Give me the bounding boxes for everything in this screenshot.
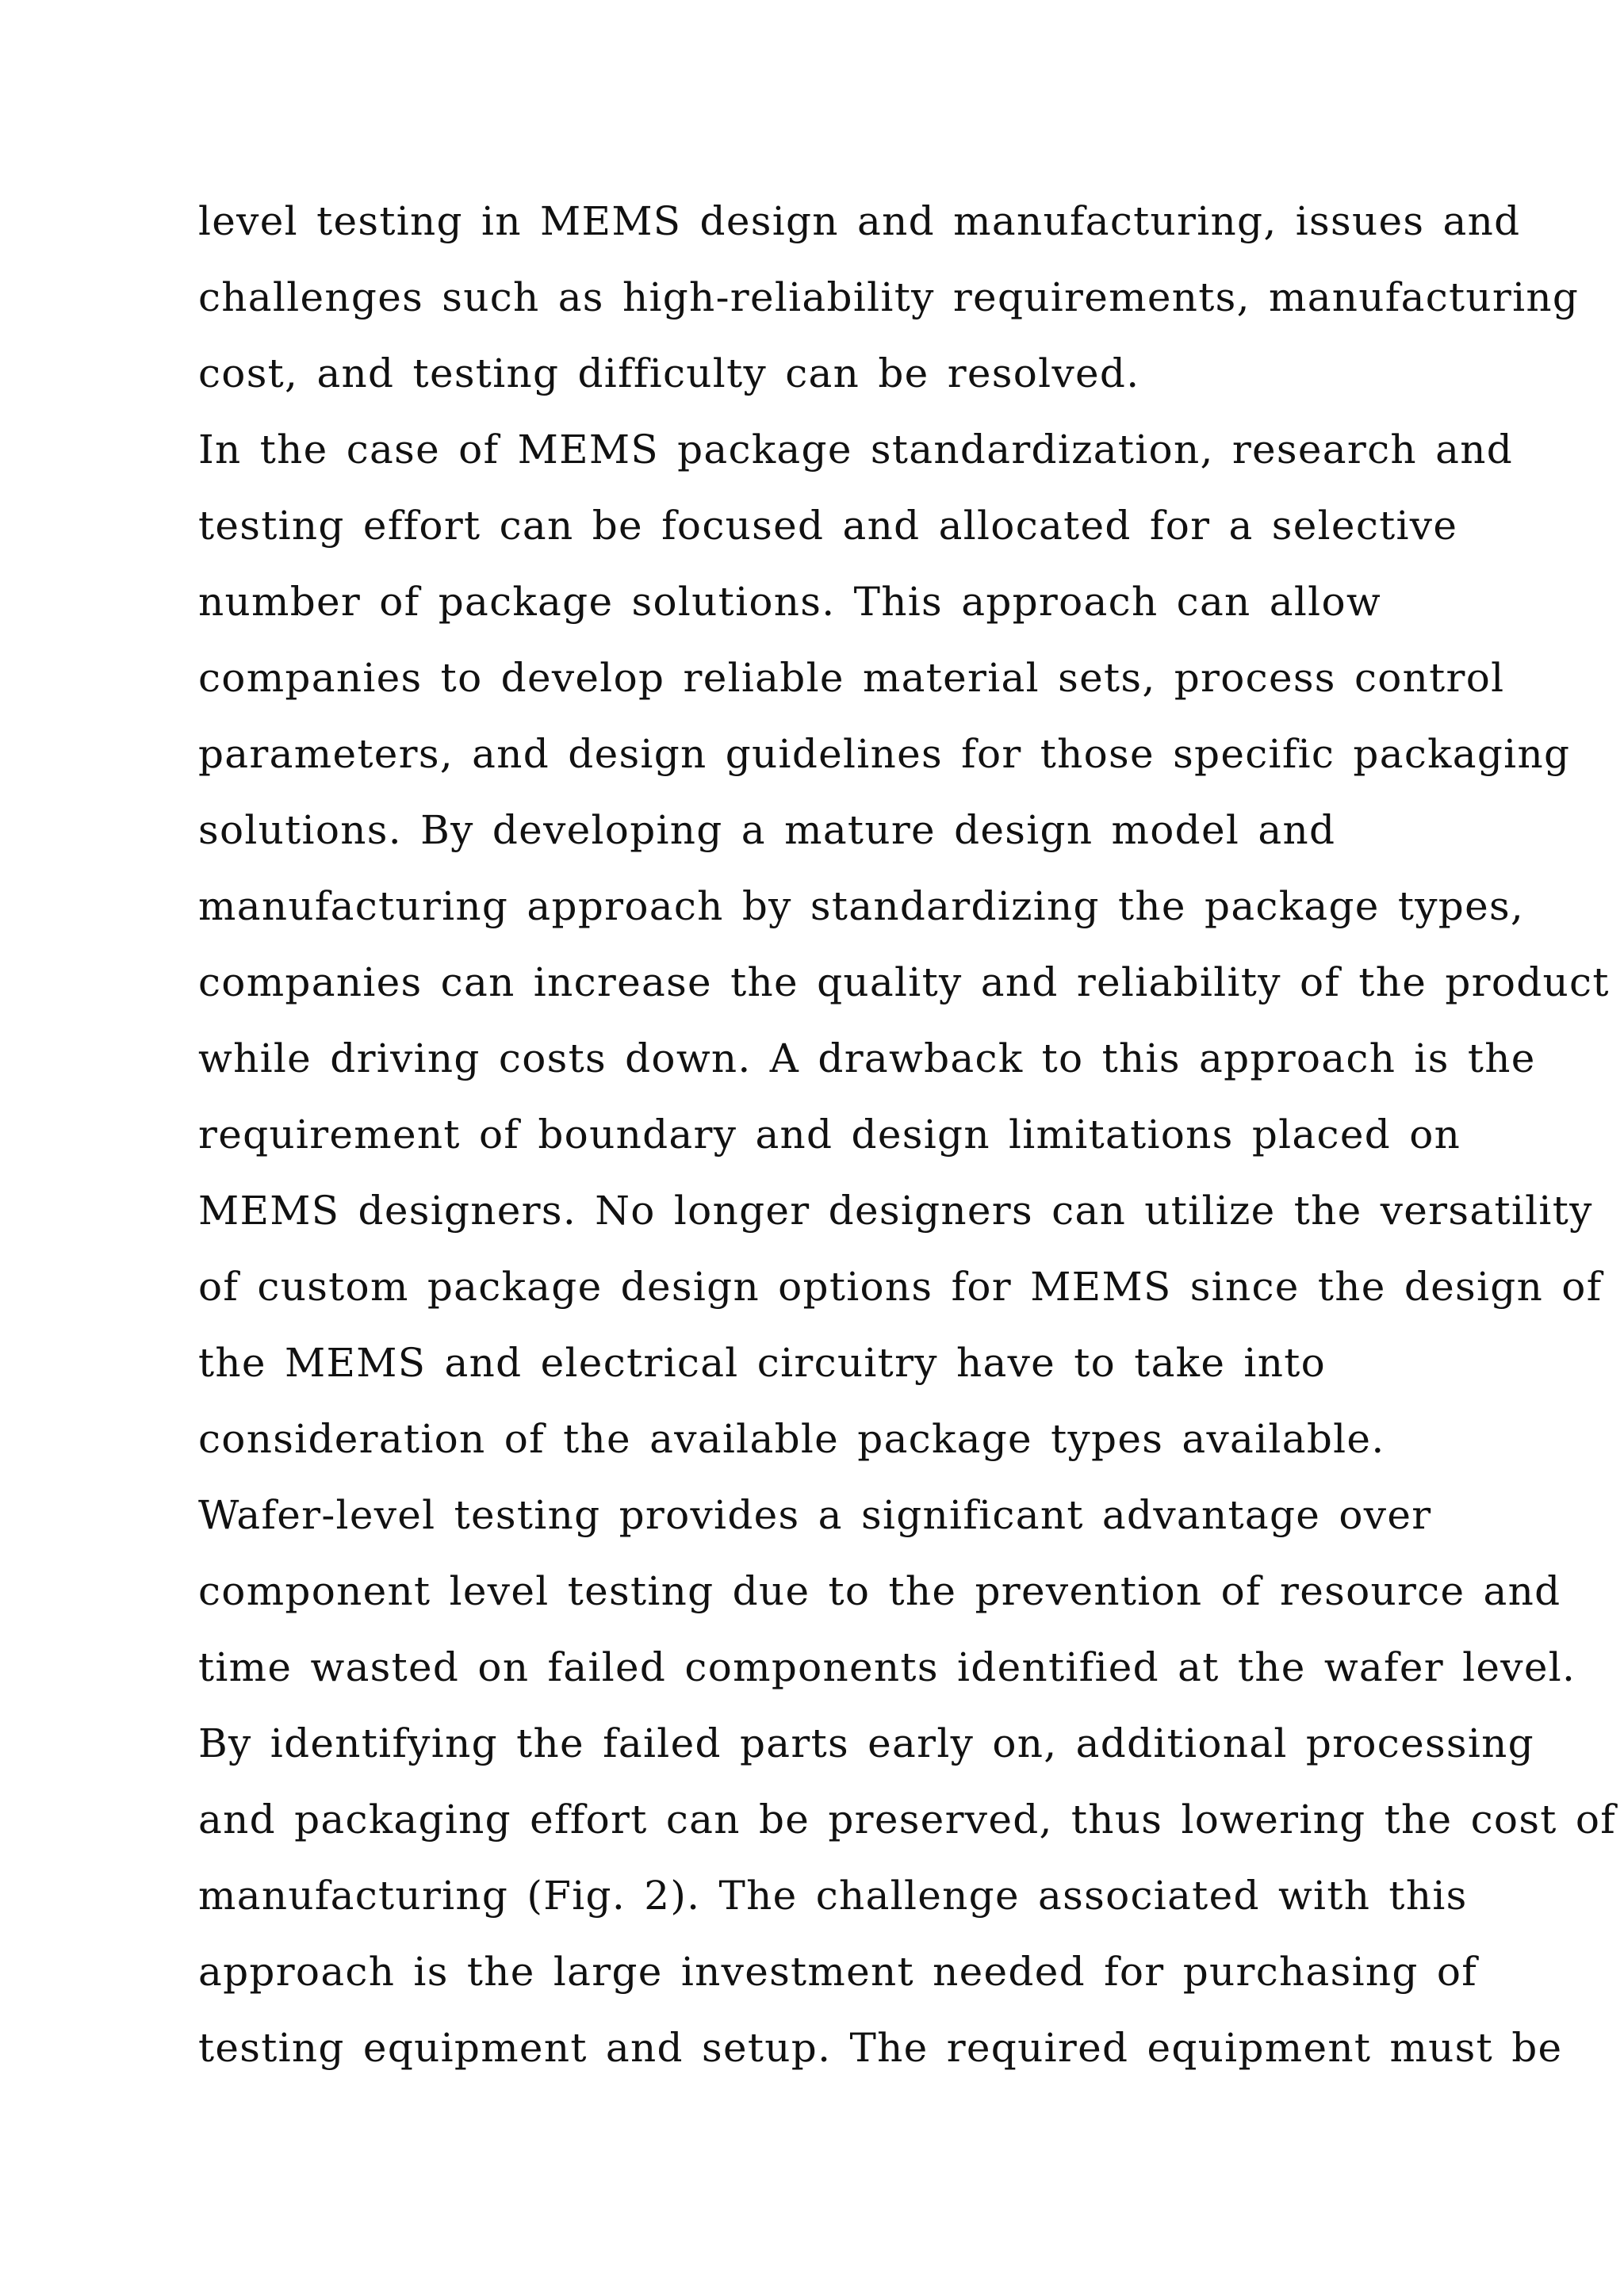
body-text [198,193,1617,2096]
text-line: manufacturing approach by standardizing the package types, [198,883,1525,929]
text-line: parameters, and design guidelines for those specific packaging [198,731,1571,777]
text-line: approach is the large investment needed for purchasing of [198,1949,1478,1995]
text-line: manufacturing (Fig. 2). The challenge associated with this [198,1873,1468,1919]
text-line: companies to develop reliable material sets, process control [198,655,1505,701]
text-line: time wasted on failed components identified at the wafer level. [198,1644,1576,1690]
text-line: MEMS designers. No longer designers can utilize the versatility [198,1188,1593,1234]
text-line: and packaging effort can be preserved, thus lowering the cost of [198,1797,1617,1843]
text-line: consideration of the available package types available. [198,1416,1385,1462]
text-line: solutions. By developing a mature design model and [198,807,1336,853]
text-line: challenges such as high-reliability requirements, manufacturing [198,274,1580,320]
text-line: By identifying the failed parts early on, additional processing [198,1720,1534,1766]
text-line: requirement of boundary and design limitations placed on [198,1112,1461,1158]
text-line: Wafer-level testing provides a significant advantage over [198,1492,1432,1538]
text-line: number of package solutions. This approach can allow [198,579,1381,625]
text-line: level testing in MEMS design and manufacturing, issues and [198,198,1521,244]
text-line: In the case of MEMS package standardization, research and [198,427,1514,473]
text-line: while driving costs down. A drawback to this approach is the [198,1035,1536,1081]
text-line: cost, and testing difficulty can be resolved. [198,350,1140,396]
text-line: companies can increase the quality and reliability of the product [198,959,1610,1005]
text-line: testing effort can be focused and allocated for a selective [198,503,1458,549]
text-line: of custom package design options for MEMS since the design of [198,1264,1603,1310]
text-line: the MEMS and electrical circuitry have to take into [198,1340,1327,1386]
text-line: testing equipment and setup. The required equipment must be [198,2025,1563,2071]
text-line: component level testing due to the prevention of resource and [198,1568,1561,1614]
